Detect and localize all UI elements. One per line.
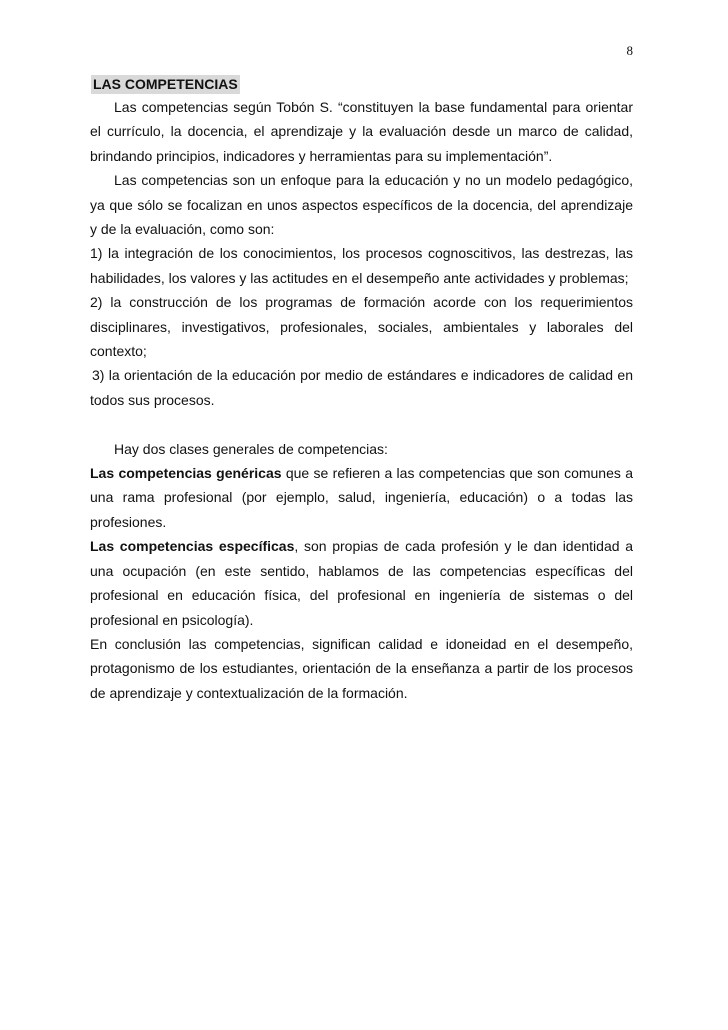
- term-specific-competencies: Las competencias específicas: [90, 538, 295, 555]
- blank-line: [90, 412, 633, 436]
- paragraph-conclusion: En conclusión las competencias, significan calidad e idoneidad en el desempeño, protagonismo de los estudiantes, orientación de la enseñanza a partir de los procesos de aprendizaje y contextualización de la formación.: [90, 635, 633, 701]
- document-body: [90, 72, 633, 705]
- section-heading-line: [90, 72, 633, 92]
- list-item-orientation: 3) la orientación de la educación por medio de estándares e indicadores de calidad en todos sus procesos.: [90, 367, 633, 408]
- term-generic-competencies: Las competencias genéricas: [90, 465, 282, 482]
- paragraph-two-classes: Hay dos clases generales de competencias:: [114, 440, 388, 457]
- list-item-construction: 2) la construcción de los programas de formación acorde con los requerimientos disciplinares, investigativos, profesionales, sociales, ambientales y laborales del contexto;: [90, 294, 633, 360]
- list-item-integration: 1) la integración de los conocimientos, los procesos cognoscitivos, las destrezas, las habilidades, los valores y las actitudes en el desempeño ante actividades y problemas;: [90, 245, 633, 286]
- paragraph-approach: Las competencias son un enfoque para la educación y no un modelo pedagógico, ya que sólo se focalizan en unos aspectos específicos de la docencia, del aprendizaje y de la evaluación, como son:: [90, 172, 633, 238]
- text-generic-competencies: que se refieren a las competencias que son comunes a una rama profesional (por ejemplo, salud, ingeniería, educación) o a todas las profesiones.: [90, 465, 633, 530]
- paragraph-specific-competencies: [90, 534, 633, 632]
- paragraph-definition: Las competencias según Tobón S. “constituyen la base fundamental para orientar el currículo, la docencia, el aprendizaje y la evaluación desde un marco de calidad, brindando principios, indicadores y herramientas para su implementación”.: [90, 99, 633, 164]
- text-specific-competencies: , son propias de cada profesión y le dan identidad a una ocupación (en este sentido, hablamos de las competencias específicas del profesional en educación física, del profesional en ingeniería de sistemas o del profesional en psicología).: [90, 538, 633, 628]
- section-heading: LAS COMPETENCIAS: [93, 76, 238, 92]
- paragraph-generic-competencies: [90, 461, 633, 534]
- page-number: 8: [626, 43, 633, 58]
